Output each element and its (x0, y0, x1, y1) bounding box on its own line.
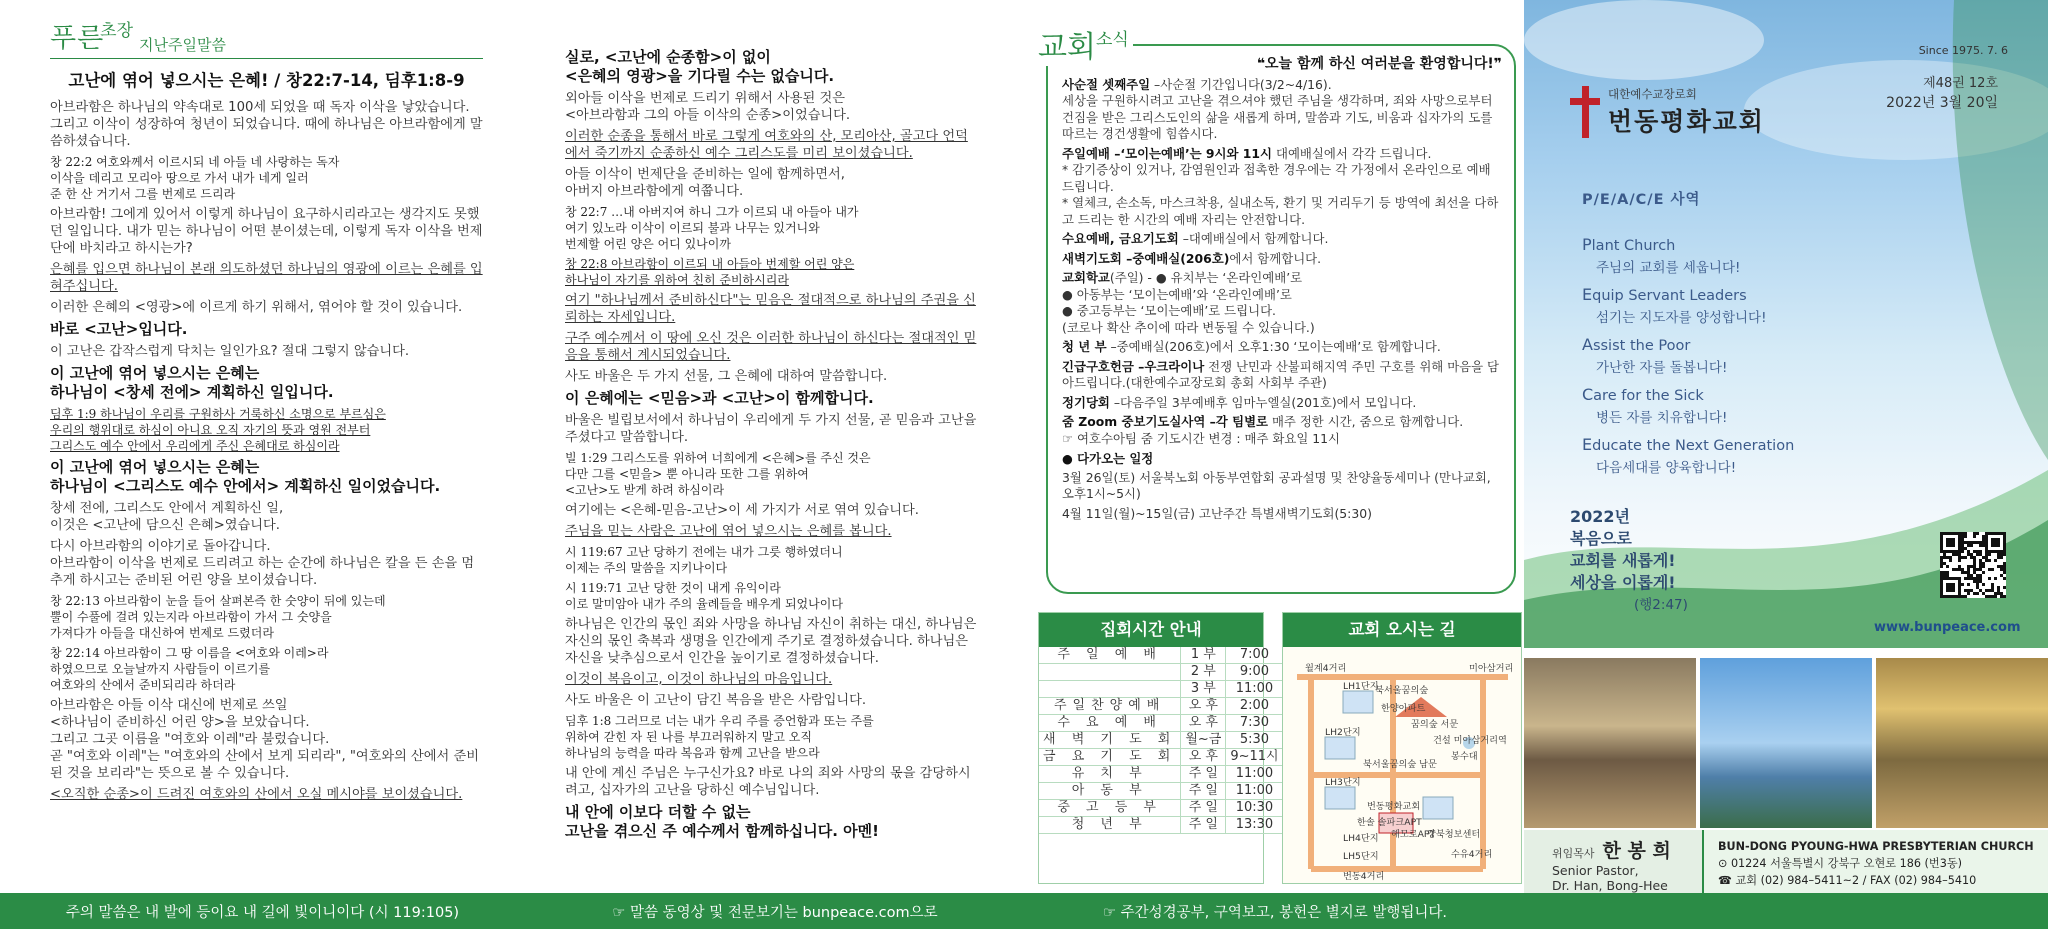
para: 여기에는 <은혜-믿음-고난>이 세 가지가 서로 엮여 있습니다. (565, 503, 919, 518)
schedule-title: ● 다가오는 일정 (1062, 451, 1154, 466)
verse: 딤후 1:9 하나님이 우리를 구원하사 거룩하신 소명으로 부르심은 우리의 행위대로 하심이 아니요 오직 자기의 뜻과 영원 전부터 그리스도 예수 안에서 우리에게 주신 은혜대로 하심이라 (50, 407, 386, 453)
service-time-row: 수 요 예 배 오 후 7:30 (1039, 715, 1283, 732)
news-box (1046, 44, 1516, 594)
schedule-item: 4월 11일(월)~15일(금) 고난주간 특별새벽기도회(5:30) (1062, 505, 1372, 521)
service-time-row: 청 년 부 주 일 13:30 (1039, 817, 1283, 834)
para: 이 고난은 갑작스럽게 닥치는 일인가요? 절대 그렇지 않습니다. (50, 344, 410, 359)
para: 은혜를 입으면 하나님이 본래 의도하셨던 하나님의 영광에 이르는 은혜를 입혀주십니다. (50, 262, 483, 294)
map-label: 월계4거리 (1305, 663, 1347, 674)
service-time-row: 중 고 등 부 주 일 10:30 (1039, 800, 1283, 817)
church-english-name: BUN-DONG PYOUNG-HWA PRESBYTERIAN CHURCH (1718, 840, 2034, 853)
header-sub: 지난주일말씀 (139, 36, 226, 54)
heading: 이 고난에 엮어 넣으시는 은혜는 하나님이 <그리스도 예수 안에서> 계획하신 일이었습니다. (50, 458, 441, 495)
para: 내 안에 계신 주님은 누구신가요? 바로 나의 죄와 사망의 몫을 감당하시려고, 십자가의 고난을 당하신 예수님입니다. (565, 766, 971, 798)
para: 이러한 은혜의 <영광>에 이르게 하기 위해서, 엮어야 할 것이 있습니다. (50, 300, 463, 315)
service-time-row: 금 요 기 도 회 오 후 9~11시 (1039, 749, 1283, 766)
denomination: 대한예수교장로회 (1608, 87, 1697, 101)
church-building-photo (1700, 658, 1872, 828)
map-label: 북서울꿈의숲 남문 (1363, 759, 1437, 770)
news-column (1030, 0, 1530, 893)
schedule-items (1062, 470, 1502, 523)
verse: 창 22:13 아브라함이 눈을 들어 살펴본즉 한 숫양이 뒤에 있는데 뿔이 수풀에 걸려 있는지라 아브라함이 가서 그 숫양을 가져다가 아들을 대신하여 번제로 드렸더라 (50, 594, 386, 640)
slogan-ref: (행2:47) (1634, 597, 1688, 613)
map-label: 강북청보센터 (1427, 829, 1481, 840)
para: 사도 바울은 이 고난이 담긴 복음을 받은 사람입니다. (565, 693, 867, 708)
slogan-line: 복음으로 (1570, 529, 1632, 548)
slogan (1570, 506, 1688, 616)
verse: 시 119:67 고난 당하기 전에는 내가 그릇 행하였더니 이제는 주의 말씀을 지키나이다 (565, 545, 843, 575)
service-time-row: 아 동 부 주 일 11:00 (1039, 783, 1283, 800)
para: 아들 이삭이 번제단을 준비하는 일에 함께하면서, 아버지 아브라함에게 여쭙니다. (565, 167, 845, 199)
heading: 바로 <고난>입니다. (50, 320, 188, 338)
map-label: LH2단지 (1325, 727, 1361, 738)
slogan-line: 교회를 새롭게! (1570, 551, 1676, 570)
map-label: 번동평화교회 (1367, 801, 1421, 812)
news-header (1038, 22, 1133, 66)
news-item: 청 년 부 –중예배실(206호)에서 오후1:30 ‘모이는예배’로 함께합니다. (1062, 339, 1441, 354)
church-name: 번동평화교회 (1608, 107, 1765, 136)
verse: 딤후 1:8 그러므로 너는 내가 우리 주를 증언함과 또는 주를 위하여 갇힌 자 된 나를 부끄러워하지 말고 오직 하나님의 능력을 따라 복음과 함께 고난을 받으라 (565, 714, 874, 760)
verse: 창 22:7 …내 아버지여 하니 그가 이르되 내 아들아 내가 여기 있노라 이삭이 이르되 불과 나무는 있거니와 번제할 어린 양은 어디 있나이까 (565, 205, 859, 251)
map-label: 번동4거리 (1343, 871, 1385, 882)
issue-number: 제48권 12호 (1923, 76, 1998, 91)
para: 이러한 순종을 통해서 바로 그렇게 여호와의 산, 모리아산, 골고다 언덕에서 죽기까지 순종하신 예수 그리스도를 미리 보이셨습니다. (565, 129, 968, 161)
sermon-header (50, 16, 483, 59)
map-label: 한솔 솔파크APT (1357, 817, 1422, 828)
ministry-item: Plant Church 주님의 교회를 세웁니다! (1582, 235, 1741, 276)
map-label: 건설 미아삼거리역 (1433, 735, 1507, 746)
directions-title: 교회 오시는 길 (1283, 613, 1521, 647)
issue-date: 2022년 3월 20일 (1886, 95, 1998, 111)
location-icon: ⊙ (1718, 857, 1731, 870)
ministry-item: Equip Servant Leaders 섬기는 지도자를 양성합니다! (1582, 285, 1767, 326)
para: 다시 아브라함의 이야기로 돌아갑니다. 아브라함이 이삭을 번제로 드리려고 하는 순간에 하나님은 칼을 든 손을 멈추게 하시고는 준비된 어린 양을 보이셨습니다. (50, 539, 475, 588)
ministry-item: Educate the Next Generation 다음세대를 양육합니다! (1582, 435, 1795, 476)
footer-website-note: ☞ 말씀 동영상 및 전문보기는 bunpeace.com으로 (612, 904, 938, 921)
service-time-row: 주일찬양예배 오 후 2:00 (1039, 698, 1283, 715)
service-time-row: 3 부 11:00 (1039, 681, 1283, 698)
para: 사도 바울은 두 가지 선물, 그 은혜에 대하여 말씀합니다. (565, 369, 888, 384)
map-label: LH5단지 (1343, 851, 1379, 862)
phone-icon: ☎ (1718, 874, 1736, 887)
service-times-box (1038, 612, 1279, 884)
sermon-column-2 (525, 0, 1000, 893)
map-label: 미아삼거리 (1469, 663, 1514, 674)
map-label: LH1단지 (1343, 681, 1379, 692)
schedule-item: 3월 26일(토) 서울북노회 아동부연합회 공과설명 및 찬양율동세미나 (만나교회, 오후1시~5시) (1062, 469, 1491, 501)
pastor-title: 위임목사 (1552, 847, 1595, 860)
para: 외아들 이삭을 번제로 드리기 위해서 사용된 것은 <아브라함과 그의 아들 이삭의 순종>이었습니다. (565, 91, 851, 123)
para: 창세 전에, 그리스도 안에서 계획하신 일, 이것은 <고난에 담으신 은혜>였습니다. (50, 501, 284, 533)
cover-column (1524, 0, 2048, 893)
para: <오직한 순종>이 드려진 여호와의 산에서 오실 메시야를 보이셨습니다. (50, 787, 463, 802)
slogan-year: 2022년 (1570, 507, 1630, 526)
qr-code-icon (1940, 532, 2006, 598)
pastor-name: 한 봉 희 (1602, 840, 1671, 862)
para: 아브라함은 아들 이삭 대신에 번제로 쓰일 <하나님이 준비하신 어린 양>을 보았습니다. 그리고 그곳 이름을 "여호와 이레"라 불렀습니다. 곧 "여호와 이레"는 "여호와의 산에서 보게 되리라", "여호와의 산에서 준비된 것을 보리라"는 뜻으로 볼 수 있습니다. (50, 698, 479, 781)
address: ⊙ 01224 서울특별시 강북구 오현로 186 (번3동) (1718, 857, 1963, 870)
congregation-photo (1524, 658, 1696, 828)
pastor-en-title: Senior Pastor, (1552, 863, 1639, 878)
cover-hero (1524, 0, 2048, 648)
para: 주님을 믿는 사람은 고난에 엮어 넣으시는 은혜를 봅니다. (565, 524, 892, 539)
since-text: Since 1975. 7. 6 (1918, 44, 2008, 57)
sermon-title: 고난에 엮어 넣으시는 은혜! / 창22:7-14, 딤후1:8-9 (68, 71, 465, 90)
para: 여기 "하나님께서 준비하신다"는 믿음은 절대적으로 하나님의 주권을 신뢰하는 자세입니다. (565, 293, 976, 325)
service-times-table (1039, 647, 1283, 834)
para: 이것이 복음이고, 이것이 하나님의 마음입니다. (565, 672, 833, 687)
news-item: 교회학교(주일) - ● 유치부는 ‘온라인예배’로 ● 아동부는 ‘모이는예배’와 ‘온라인예배’로 ● 중고등부는 ‘모이는예배’로 드립니다. (코로나 확산 추이에 따라 변동될 수 있습니다.) (1062, 270, 1315, 335)
news-header-small: 소식 (1095, 30, 1129, 50)
heading: 이 고난에 엮어 넣으시는 은혜는 하나님이 <창세 전에> 계획하신 일입니다. (50, 364, 334, 401)
verse: 빌 1:29 그리스도를 위하여 너희에게 <은혜>를 주신 것은 다만 그를 <믿을> 뿐 아니라 또한 그를 위하여 <고난>도 받게 하려 하심이라 (565, 451, 871, 497)
photo-strip (1524, 658, 2048, 828)
heading: 실로, <고난에 순종함>이 없이 <은혜의 영광>을 기다릴 수는 없습니다. (565, 48, 835, 85)
service-time-row: 새 벽 기 도 회 월~금 5:30 (1039, 732, 1283, 749)
heading: 내 안에 이보다 더할 수 없는 고난을 겪으신 주 예수께서 함께하십니다. 아멘! (565, 803, 879, 840)
footer-notice: ☞ 주간성경공부, 구역보고, 봉헌은 별지로 발행됩니다. (1102, 904, 1448, 921)
heading: 이 은혜에는 <믿음>과 <고난>이 함께합니다. (565, 389, 874, 407)
map-label: 봉수대 (1451, 751, 1478, 762)
map-label: 꿈의숲 서문 (1411, 719, 1459, 730)
service-time-row: 유 치 부 주 일 11:00 (1039, 766, 1283, 783)
news-header-big: 교회 (1038, 30, 1096, 65)
footer-bar (0, 893, 2048, 929)
church-logo (1570, 86, 1765, 138)
header-big: 푸른 (50, 23, 105, 54)
footer-verse: 주의 말씀은 내 발에 등이요 내 길에 빛이니이다 (시 119:105) (65, 904, 460, 921)
map-label: 해모로APT (1391, 829, 1436, 840)
para: 하나님은 인간의 몫인 죄와 사망을 하나님 자신이 취하는 대신, 하나님은 자신의 몫인 축복과 생명을 인간에게 주기로 결정하셨습니다. 하나님은 자신을 낮추심으로서 인간을 높이기로 결정하셨습니다. (565, 617, 977, 666)
peace-title: P/E/A/C/E 사역 (1582, 192, 1701, 208)
news-item: 사순절 셋째주일 –사순절 기간입니다(3/2~4/16). 세상을 구원하시려고 고난을 겪으셔야 했던 주님을 생각하며, 죄와 사망으로부터 건짐을 받은 그리스도인의 삶을 새롭게 하며, 말씀과 기도, 비움과 십자가의 도를 따르는 경건생활에 힘씁시다. (1062, 76, 1493, 141)
service-time-row: 주 일 예 배 1 부 7:00 (1039, 647, 1283, 664)
para: 구주 예수께서 이 땅에 오신 것은 이러한 하나님이 하신다는 절대적인 믿음을 통해서 계시되었습니다. (565, 331, 977, 363)
directions-map (1283, 647, 1521, 883)
verse: 창 22:14 아브라함이 그 땅 이름을 <여호와 이레>라 하였으므로 오늘날까지 사람들이 이르기를 여호와의 산에서 준비되리라 하더라 (50, 646, 329, 692)
ministry-item: Care for the Sick 병든 자를 치유합니다! (1582, 385, 1728, 426)
welcome-text: ❝오늘 함께 하신 여러분을 환영합니다!❞ (1256, 56, 1502, 72)
ministry-item: Assist the Poor 가난한 자를 돌봅니다! (1582, 335, 1728, 376)
pastor-en-name: Dr. Han, Bong-Hee (1552, 878, 1668, 893)
map-label: 한양아파트 (1381, 703, 1426, 714)
worship-photo (1876, 658, 2048, 828)
news-items (1062, 77, 1502, 448)
map-label: 북서울꿈의숲 (1375, 685, 1429, 696)
para: 아브라함은 하나님의 약속대로 100세 되었을 때 독자 이삭을 낳았습니다. 그리고 이삭이 성장하여 청년이 되었습니다. 때에 하나님은 아브라함에게 말씀하셨습니다. (50, 100, 483, 149)
sermon-column-1 (0, 0, 505, 893)
news-item: 긴급구호헌금 –우크라이나 전쟁 난민과 산불피해지역 주민 구호를 위해 마음을 담아드립니다.(대한예수교장로회 총회 사회부 주관) (1062, 358, 1500, 390)
news-item: 주일예배 –‘모이는예배’는 9시와 11시 대예배실에서 각각 드립니다. * 감기증상이 있거나, 감염원인과 접촉한 경우에는 각 가정에서 온라인으로 예배드립니다. * 열체크, 손소독, 마스크착용, 실내소독, 환기 및 거리두기 등 방역에 최선을 다하고 드리는 한 시간의 예배 자리는 안전합니다. (1062, 145, 1499, 227)
map-label: LH4단지 (1343, 833, 1379, 844)
slogan-line: 세상을 이롭게! (1570, 573, 1676, 592)
website: www.bunpeace.com (1874, 620, 2021, 635)
cross-icon (1570, 86, 1600, 138)
news-item: 줌 Zoom 중보기도실사역 –각 팀별로 매주 정한 시간, 줌으로 함께합니다. ☞ 여호수아팀 줌 기도시간 변경 : 매주 화요일 11시 (1062, 414, 1464, 446)
verse: 창 22:2 여호와께서 이르시되 네 아들 네 사랑하는 독자 이삭을 데리고 모리아 땅으로 가서 내가 네게 일러 준 한 산 거기서 그를 번제로 드리라 (50, 155, 340, 201)
map-label: 수유4거리 (1451, 849, 1493, 860)
news-item: 새벽기도회 –중예배실(206호)에서 함께합니다. (1062, 250, 1322, 266)
directions-box (1282, 612, 1522, 884)
para: 아브라함! 그에게 있어서 이렇게 하나님이 요구하시리라고는 생각지도 못했던 일입니다. 내가 믿는 하나님이 어떤 분이셨는데, 이렇게 독자 이삭을 번제단에 바치라고 하시는가? (50, 207, 483, 256)
header-mid: 초장 (100, 21, 134, 41)
service-times-title: 집회시간 안내 (1039, 613, 1263, 647)
news-item: 수요예배, 금요기도회 –대예배실에서 함께합니다. (1062, 231, 1329, 246)
verse: 창 22:8 아브라함이 이르되 내 아들아 번제할 어린 양은 하나님이 자기를 위하여 친히 준비하시리라 (565, 257, 855, 287)
map-label: LH3단지 (1325, 777, 1361, 788)
verse: 시 119:71 고난 당한 것이 내게 유익이라 이로 말미암아 내가 주의 율례들을 배우게 되었나이다 (565, 581, 843, 611)
para: 바울은 빌립보서에서 하나님이 우리에게 두 가지 선물, 곧 믿음과 고난을 주셨다고 말씀합니다. (565, 413, 977, 445)
service-time-row: 2 부 9:00 (1039, 664, 1283, 681)
phone: ☎ 교회 (02) 984–5411~2 / FAX (02) 984–5410 (1718, 874, 1977, 887)
pastor-info (1524, 830, 2048, 893)
news-item: 정기당회 –다음주일 3부예배후 임마누엘실(201호)에서 모입니다. (1062, 394, 1417, 410)
